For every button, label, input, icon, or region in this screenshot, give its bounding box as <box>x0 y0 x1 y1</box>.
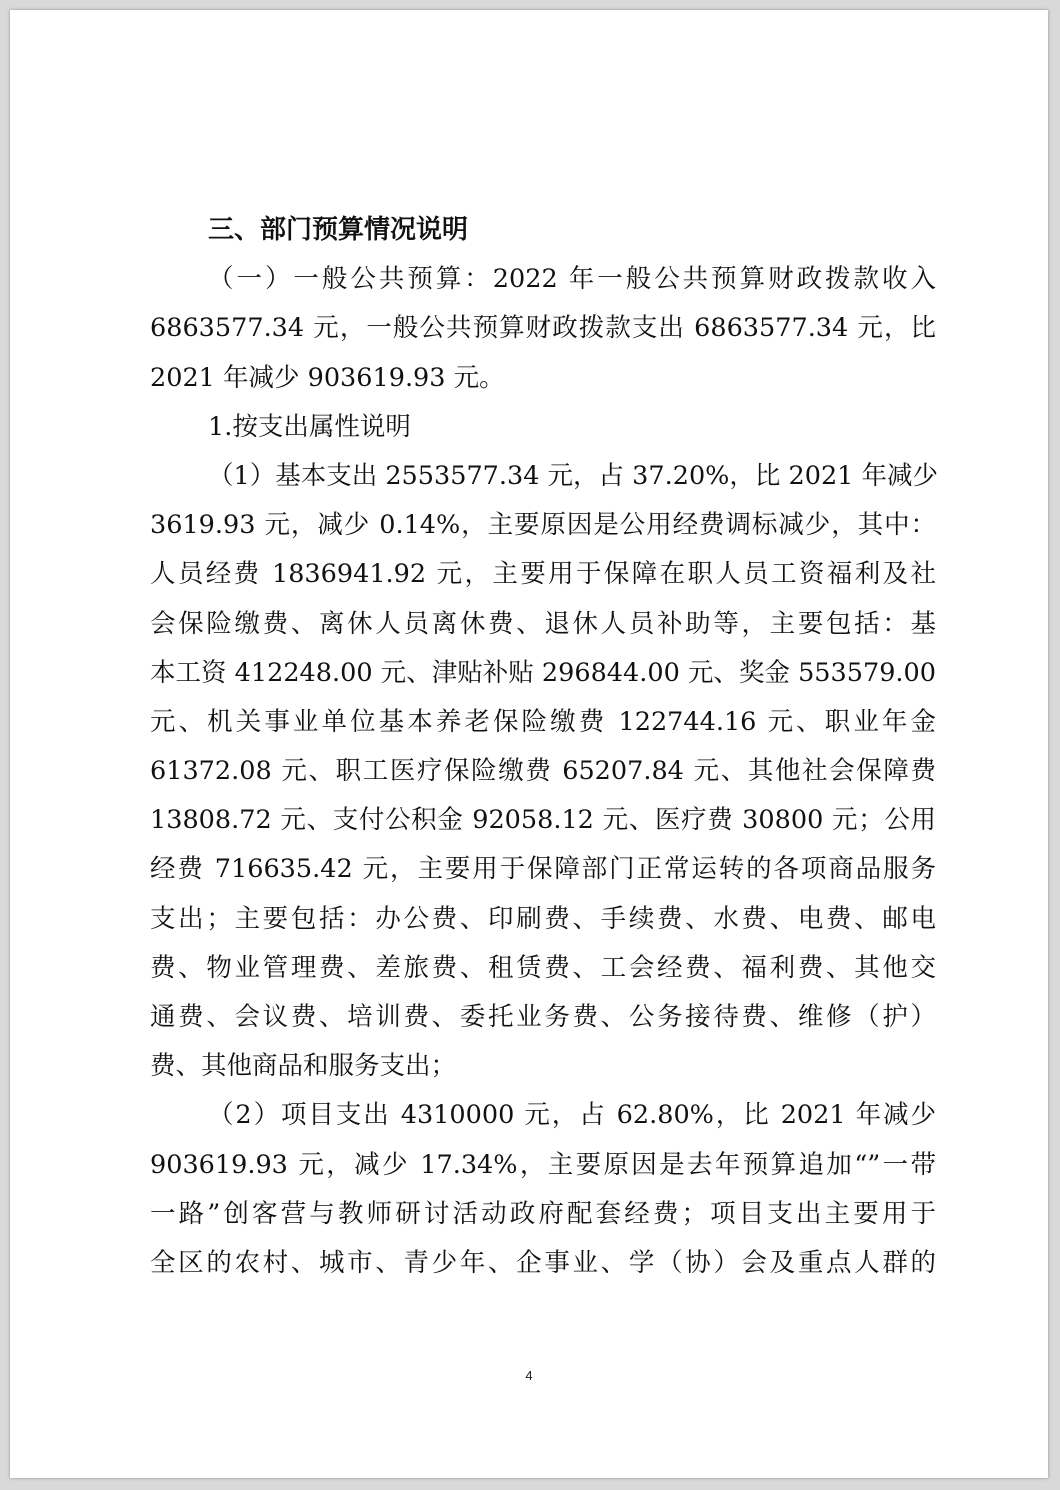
paragraph-line: 元、机关事业单位基本养老保险缴费 122744.16 元、职业年金 <box>150 706 936 737</box>
paragraph-line: （一）一般公共预算：2022 年一般公共预算财政拨款收入 <box>208 264 936 295</box>
paragraph-line: 通费、会议费、培训费、委托业务费、公务接待费、维修（护） <box>150 1002 936 1032</box>
paragraph-line: （2）项目支出 4310000 元，占 62.80%，比 2021 年减少 <box>208 1100 936 1131</box>
paragraph-line: 61372.08 元、职工医疗保险缴费 65207.84 元、其他社会保障费 <box>150 756 936 787</box>
document-page <box>10 10 1048 1478</box>
paragraph-line: 人员经费 1836941.92 元，主要用于保障在职人员工资福利及社 <box>150 559 936 590</box>
paragraph-line: 13808.72 元、支付公积金 92058.12 元、医疗费 30800 元；公用 <box>150 805 936 836</box>
page-number: 4 <box>525 1368 533 1383</box>
section-heading: 三、部门预算情况说明 <box>208 215 469 245</box>
paragraph-line: 经费 716635.42 元，主要用于保障部门正常运转的各项商品服务 <box>150 854 936 885</box>
paragraph-line: 本工资 412248.00 元、津贴补贴 296844.00 元、奖金 553579.00 <box>150 657 936 688</box>
paragraph-line: 2021 年减少 903619.93 元。 <box>150 362 505 393</box>
paragraph-line: 6863577.34 元，一般公共预算财政拨款支出 6863577.34 元，比 <box>150 313 936 344</box>
paragraph-line: 会保险缴费、离休人员离休费、退休人员补助等，主要包括：基 <box>150 608 936 639</box>
subheading: 1.按支出属性说明 <box>208 411 411 442</box>
document-body <box>150 206 939 1288</box>
paragraph-line: 全区的农村、城市、青少年、企事业、学（协）会及重点人群的 <box>150 1247 936 1278</box>
paragraph-line: 费、其他商品和服务支出； <box>150 1051 457 1082</box>
paragraph-line: （1）基本支出 2553577.34 元，占 37.20%，比 2021 年减少 <box>208 460 939 491</box>
paragraph-line: 903619.93 元，减少 17.34%，主要原因是去年预算追加“”一带 <box>150 1149 936 1180</box>
paragraph-line: 3619.93 元，减少 0.14%，主要原因是公用经费调标减少，其中： <box>150 510 936 541</box>
paragraph-line: 一路”创客营与教师研讨活动政府配套经费；项目支出主要用于 <box>150 1198 936 1229</box>
paragraph-line: 费、物业管理费、差旅费、租赁费、工会经费、福利费、其他交 <box>150 952 936 983</box>
paragraph-line: 支出；主要包括：办公费、印刷费、手续费、水费、电费、邮电 <box>150 903 936 934</box>
